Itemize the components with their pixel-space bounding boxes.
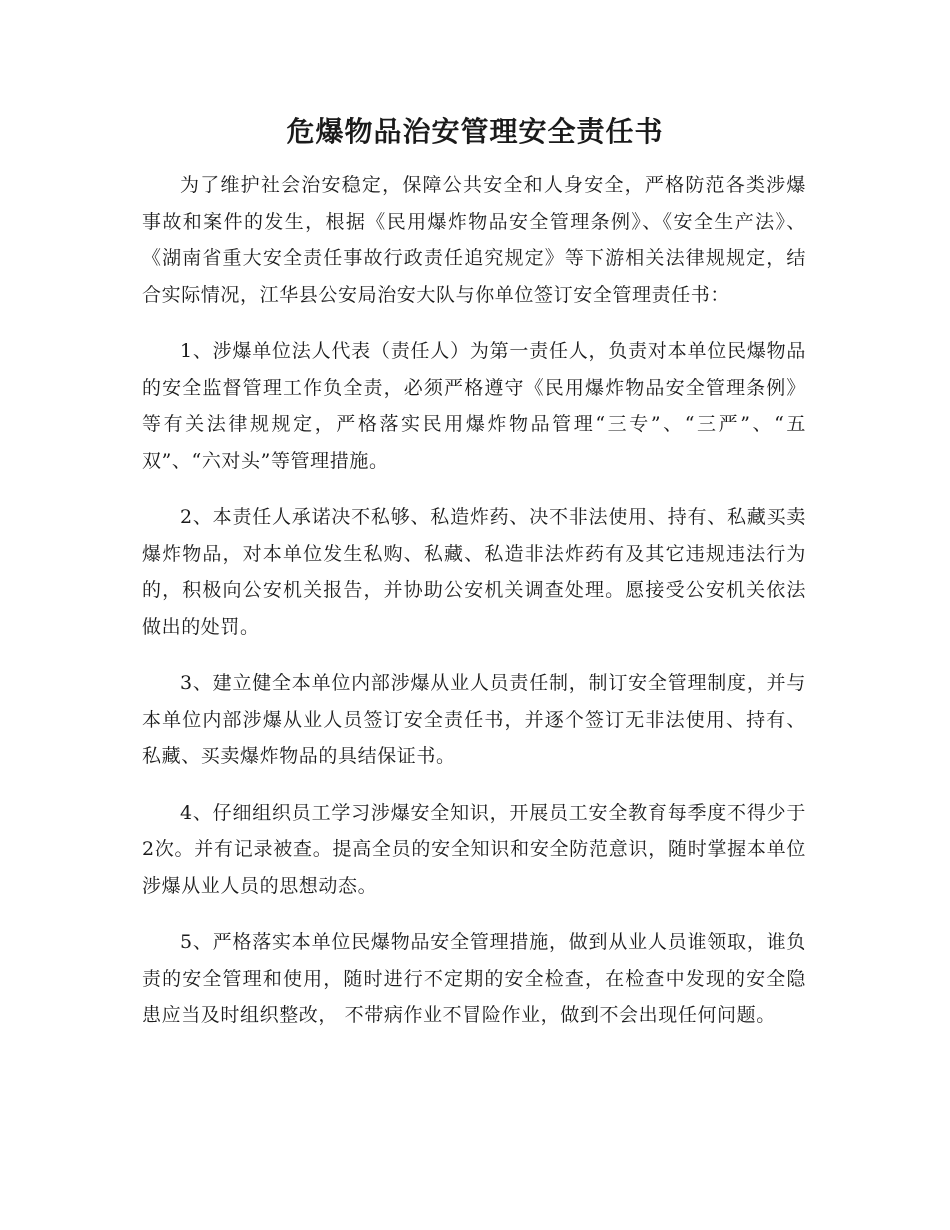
document-body	[142, 167, 806, 1034]
document-title: 危爆物品治安管理安全责任书	[286, 115, 664, 148]
clause-4-paragraph: 4、仔细组织员工学习涉爆安全知识，开展员工安全教育每季度不得少于2次。并有记录被查。提高全员的安全知识和安全防范意识，随时掌握本单位涉爆从业人员的思想动态。	[142, 801, 806, 897]
clause-3-paragraph: 3、建立健全本单位内部涉爆从业人员责任制，制订安全管理制度，并与本单位内部涉爆从业人员签订安全责任书，并逐个签订无非法使用、持有、私藏、买卖爆炸物品的具结保证书。	[142, 672, 806, 767]
clause-1-paragraph: 1、涉爆单位法人代表（责任人）为第一责任人，负责对本单位民爆物品的安全监督管理工作负全责，必须严格遵守《民用爆炸物品安全管理条例》等有关法律规规定，严格落实民用爆炸物品管理“三专”、“三严”、“五双”、“六对头”等管理措施。	[142, 340, 806, 472]
clause-2-paragraph: 2、本责任人承诺决不私够、私造炸药、决不非法使用、持有、私藏买卖爆炸物品，对本单位发生私购、私藏、私造非法炸药有及其它违规违法行为的，积极向公安机关报告，并协助公安机关调查处理。愿接受公安机关依法做出的处罚。	[142, 506, 806, 638]
clause-5-paragraph: 5、严格落实本单位民爆物品安全管理措施，做到从业人员谁领取，谁负责的安全管理和使用，随时进行不定期的安全检查，在检查中发现的安全隐患应当及时组织整改， 不带病作业不冒险作业，做到不会出现任何问题。	[142, 931, 806, 1026]
intro-paragraph: 为了维护社会治安稳定，保障公共安全和人身安全，严格防范各类涉爆事故和案件的发生，根据《民用爆炸物品安全管理条例》、《安全生产法》、《湖南省重大安全责任事故行政责任追究规定》等下游相关法律规规定，结合实际情况，江华县公安局治安大队与你单位签订安全管理责任书：	[142, 174, 806, 306]
